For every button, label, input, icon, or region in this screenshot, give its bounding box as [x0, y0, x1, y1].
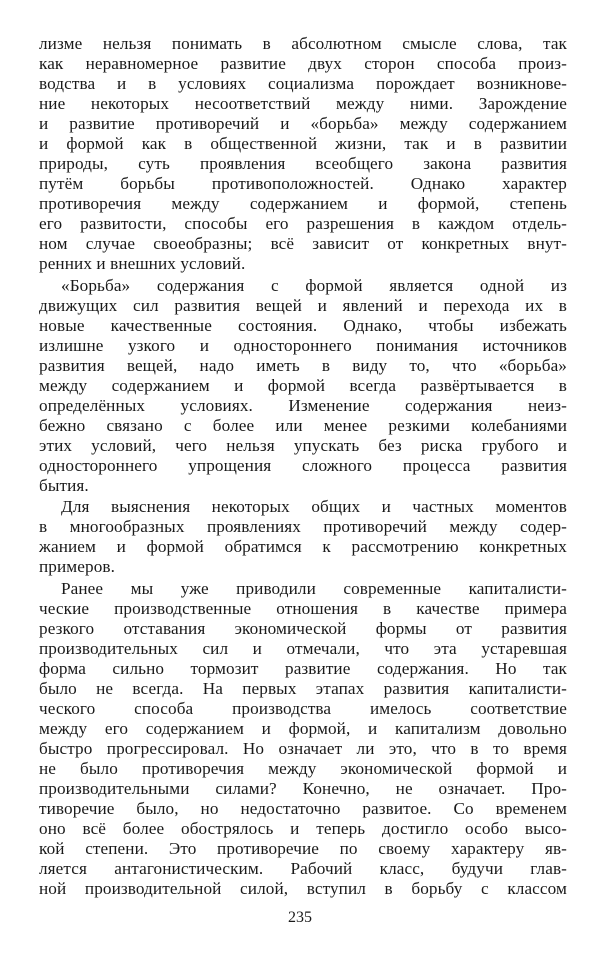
text-line: ческие производственные отношения в качестве примера: [39, 598, 567, 618]
text-line: резкого отставания экономической формы от развития: [39, 618, 567, 638]
text-line: «Борьба» содержания с формой является одной из: [61, 275, 567, 295]
text-line: и формой как в общественной жизни, так и в развитии: [39, 134, 567, 153]
text-line: одностороннего упрощения сложного процесса развития: [39, 455, 567, 475]
text-line: Для выяснения некоторых общих и частных моментов: [61, 497, 567, 516]
text-line: водства и в условиях социализма порождает возникнове-: [39, 74, 567, 93]
text-line: ческого способа производства имелось соответствие: [39, 698, 567, 718]
text-line: не было противоречия между экономической формой и: [39, 758, 567, 778]
text-line: бытия.: [39, 475, 89, 495]
text-line: кой степени. Это противоречие по своему характеру яв-: [39, 838, 567, 858]
text-line: излишне узкого и одностороннего понимания источников: [39, 335, 567, 355]
text-line: новые качественные состояния. Однако, чтобы избежать: [39, 315, 567, 335]
text-line: Ранее мы уже приводили современные капиталисти-: [61, 578, 567, 598]
text-line: движущих сил развития вещей и явлений и перехода их в: [39, 295, 567, 315]
text-line: лизме нельзя понимать в абсолютном смысле слова, так: [39, 34, 567, 53]
text-line: ной производительной силой, вступил в борьбу с классом: [39, 878, 567, 898]
text-line: противоречия между содержанием и формой, степень: [39, 194, 567, 213]
text-line: ном случае своеобразны; всё зависит от конкретных внут-: [39, 234, 567, 253]
text-line: оно всё более обострялось и теперь достигло особо высо-: [39, 818, 567, 838]
text-line: бежно связано с более или менее резкими колебаниями: [39, 415, 567, 435]
text-line: этих условий, чего нельзя упускать без риска грубого и: [39, 435, 567, 455]
text-line: его развитости, способы его разрешения в каждом отдель-: [39, 214, 567, 233]
text-line: путём борьбы противоположностей. Однако характер: [39, 174, 567, 193]
text-line: в многообразных проявлениях противоречий между содер-: [39, 517, 567, 536]
text-line: и развитие противоречий и «борьба» между содержанием: [39, 114, 567, 133]
text-line: тиворечие было, но недостаточно развитое. Со временем: [39, 798, 567, 818]
page-body: [39, 34, 567, 900]
text-line: природы, суть проявления всеобщего закона развития: [39, 154, 567, 173]
text-line: развития вещей, надо иметь в виду то, что «борьба»: [39, 355, 567, 375]
page-number: 235: [288, 909, 312, 926]
paragraph: [39, 34, 567, 274]
text-line: определённых условиях. Изменение содержания неиз-: [39, 395, 567, 415]
text-line: как неравномерное развитие двух сторон способа произ-: [39, 54, 567, 73]
paragraph: [39, 579, 567, 899]
paragraph: [39, 276, 567, 496]
text-line: производительными силами? Конечно, не означает. Про-: [39, 778, 567, 798]
text-line: ние некоторых несоответствий между ними. Зарождение: [39, 94, 567, 113]
text-line: производительных сил и отмечали, что эта устаревшая: [39, 638, 567, 658]
text-line: ляется антагонистическим. Рабочий класс, будучи глав-: [39, 858, 567, 878]
text-line: примеров.: [39, 557, 115, 576]
text-line: между его содержанием и формой, и капитализм довольно: [39, 718, 567, 738]
text-line: форма сильно тормозит развитие содержания. Но так: [39, 658, 567, 678]
text-line: было не всегда. На первых этапах развития капиталисти-: [39, 678, 567, 698]
text-line: жанием и формой обратимся к рассмотрению конкретных: [39, 537, 567, 556]
text-line: между содержанием и формой всегда развёртывается в: [39, 375, 567, 395]
text-line: ренних и внешних условий.: [39, 254, 246, 273]
text-line: быстро прогрессировал. Но означает ли это, что в то время: [39, 738, 567, 758]
paragraph: [39, 497, 567, 577]
